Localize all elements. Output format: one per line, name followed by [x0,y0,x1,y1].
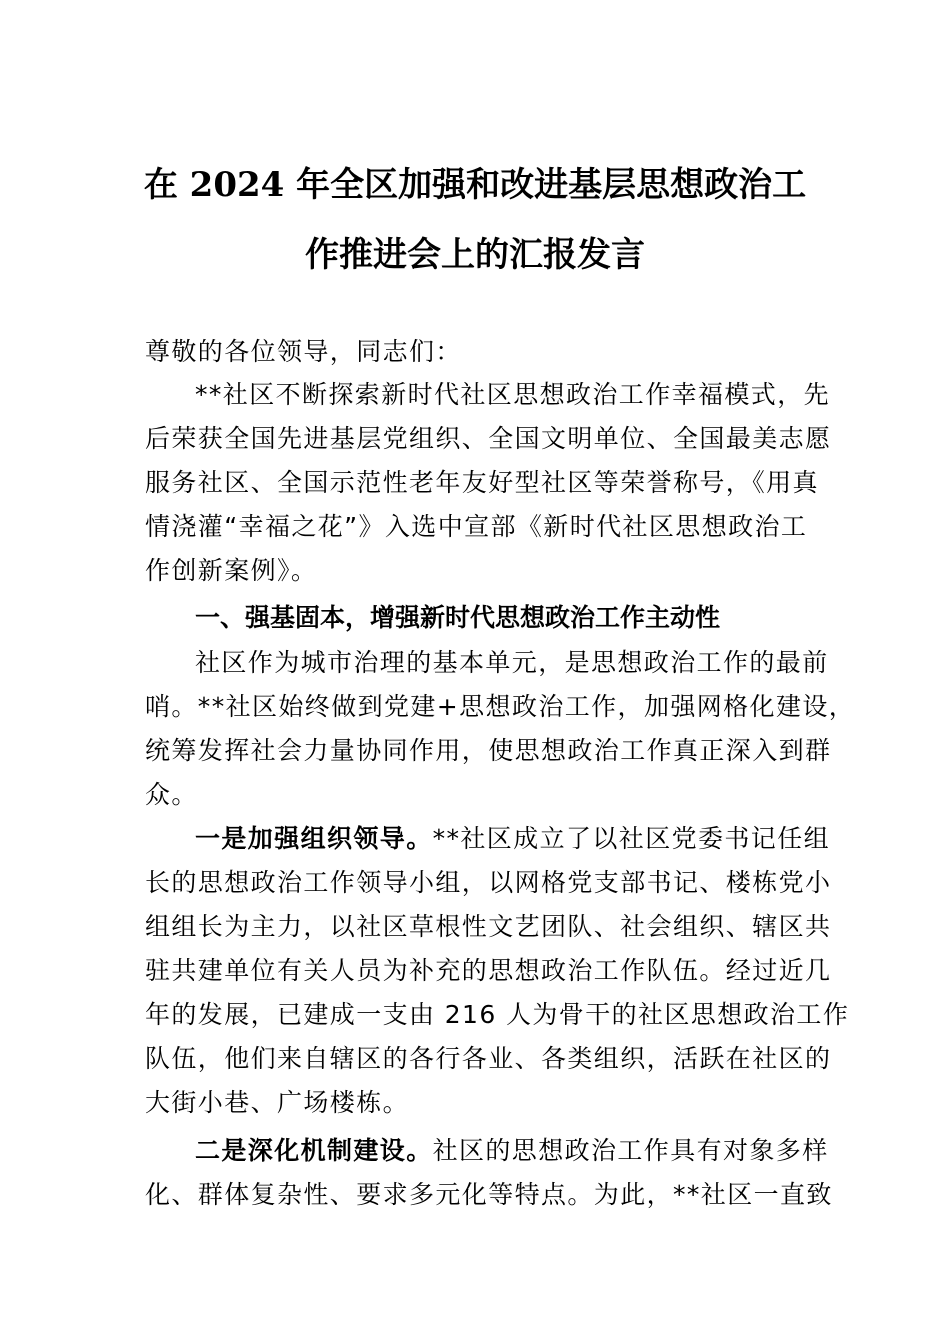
intro-line: 后荣获全国先进基层党组织、全国文明单位、全国最美志愿 [145,424,832,453]
section-paragraph-line: 社区作为城市治理的基本单元，是思想政治工作的最前 [195,648,829,677]
point1-line: 长的思想政治工作领导小组，以网格党支部书记、楼栋党小 [145,868,832,897]
point1-line: 组组长为主力，以社区草根性文艺团队、社会组织、辖区共 [145,912,832,941]
point2-first-line [195,1136,875,1166]
intro-line: 作创新案例》。 [145,556,318,585]
point1-lead: 一是加强组织领导。 [195,824,433,853]
intro-line: 情浇灌“幸福之花”》入选中宣部《新时代社区思想政治工 [145,512,808,541]
section-paragraph-line: 众。 [145,780,198,809]
point1-text: **社区成立了以社区党委书记任组 [432,824,831,853]
intro-line: 服务社区、全国示范性老年友好型社区等荣誉称号，《用真 [145,468,819,497]
section-paragraph-line: 哨。**社区始终做到党建+思想政治工作，加强网格化建设， [145,692,856,721]
point1-first-line [195,824,875,854]
point1-line: 大街小巷、广场楼栋。 [145,1088,410,1117]
point1-line: 队伍，他们来自辖区的各行各业、各类组织，活跃在社区的 [145,1044,832,1073]
point1-line: 驻共建单位有关人员为补充的思想政治工作队伍。经过近几 [145,956,832,985]
intro-line: **社区不断探索新时代社区思想政治工作幸福模式，先 [195,380,831,409]
document-title-line-2: 作推进会上的汇报发言 [305,235,645,275]
section-heading: 一、强基固本，增强新时代思想政治工作主动性 [195,603,721,632]
point2-lead: 二是深化机制建设。 [195,1136,433,1165]
salutation: 尊敬的各位领导，同志们： [145,337,462,366]
point2-line: 化、群体复杂性、要求多元化等特点。为此，**社区一直致 [145,1180,833,1209]
point1-line: 年的发展，已建成一支由 216 人为骨干的社区思想政治工作 [145,1000,850,1029]
section-paragraph-line: 统筹发挥社会力量协同作用，使思想政治工作真正深入到群 [145,736,832,765]
point2-text: 社区的思想政治工作具有对象多样 [432,1136,829,1165]
document-title-line-1: 在 2024 年全区加强和改进基层思想政治工 [143,165,807,205]
